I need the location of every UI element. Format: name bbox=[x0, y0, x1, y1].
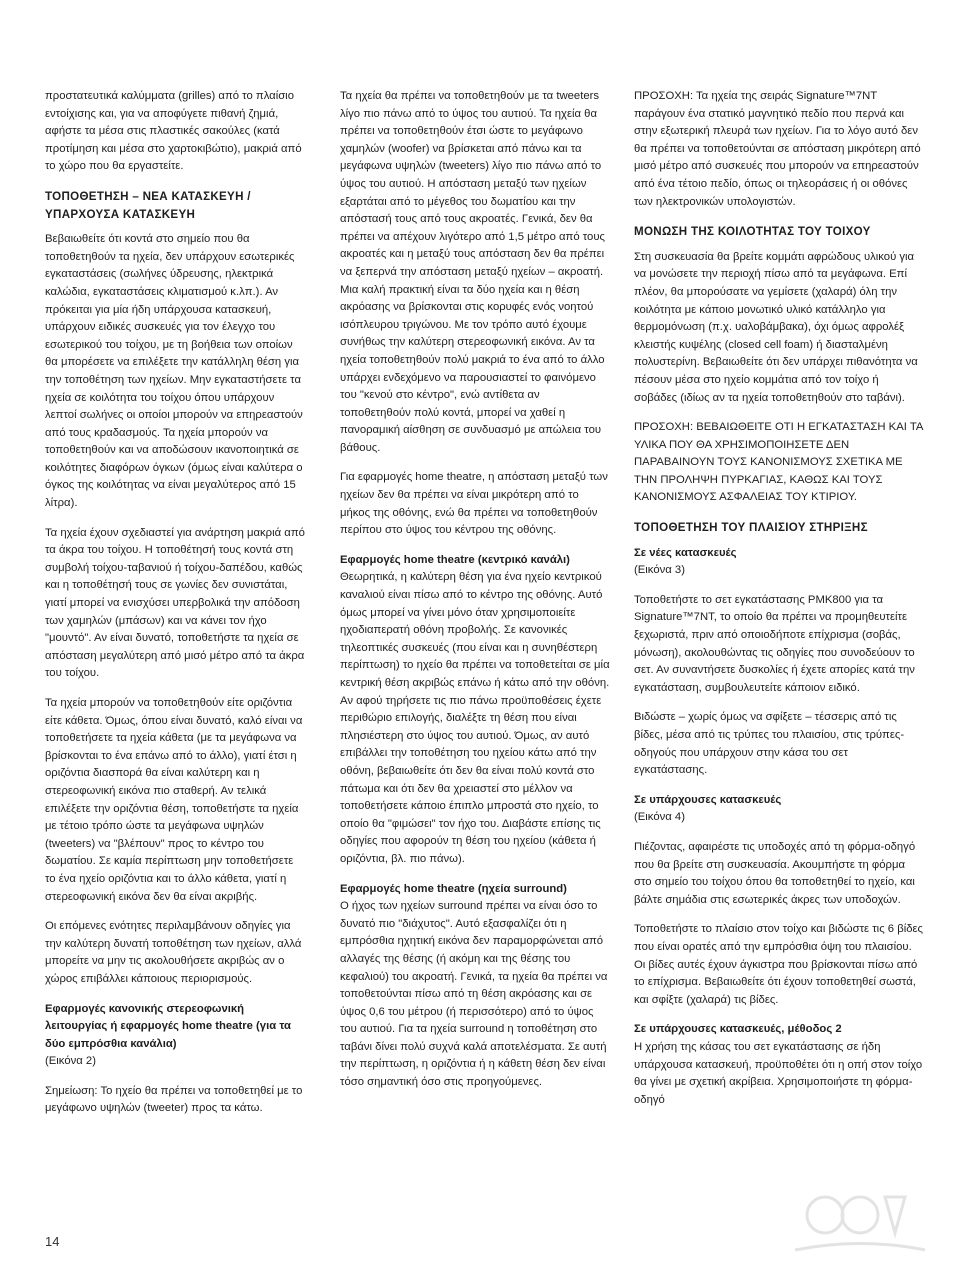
subheading-existing-method-2: Σε υπάρχουσες κατασκευές, μέθοδος 2 bbox=[634, 1023, 842, 1036]
figure-reference: (Εικόνα 3) bbox=[634, 564, 685, 577]
watermark-logo-icon bbox=[785, 1175, 935, 1265]
subheading-existing-construction: Σε υπάρχουσες κατασκευές bbox=[634, 793, 782, 806]
paragraph: Η χρήση της κάσας του σετ εγκατάστασης σε ήδη υπάρχουσα κατασκευή, προϋποθέτει ότι η οπή στον τοίχο θα γίνει με σχετική ακρίβεια. Χρησιμοποιήστε τη φόρμα-οδηγό bbox=[634, 1040, 923, 1106]
paragraph: Τα ηχεία μπορούν να τοποθετηθούν είτε οριζόντια είτε κάθετα. Όμως, όπου είναι δυνατό, καλό είναι να τοποθετήσετε τα ηχεία κάθετα (με τα μεγάφωνα να βρίσκονται το ένα επάνω από το άλλο), γιατί έτσι η οριζόντια διασπορά θα είναι καλύτερη και η στερεοφωνική εικόνα πιο σταθερή. Αν τελικά επιλέξετε την οριζόντια θέση, τοποθετήστε τα ηχεία με τέτοιο τρόπο ώστε τα μεγάφωνα υψηλών (tweeters) να "βλέπουν" προς το κέντρο του δωματίου. Σε καμία περίπτωση μην τοποθετήσετε το ένα ηχείο οριζόντια και το άλλο κάθετα, γιατί η στερεοφωνική εικόνα δεν θα είναι ακριβής. bbox=[45, 697, 303, 903]
paragraph: Στη συσκευασία θα βρείτε κομμάτι αφρώδους υλικού για να μονώσετε την περιοχή πίσω από τα μεγάφωνα. Επί πλέον, θα μπορούσατε να γεμίσετε (χαλαρά) όλη την κοιλότητα με κάποιο μονωτικό υλικό κατάλληλο για θερμομόνωση (π.χ. υαλοβάμβακα), όχι όμως αφρολέξ κλειστής κυψέλης (closed cell foam) ή διασταλμένη πολυστερίνη. Βεβαιωθείτε ότι δεν υπάρχει πιθανότητα να πέσουν μέσα στο ηχείο κομμάτια από τον τοίχο ή σοβάδες (ιδίως αν τα ηχεία τοποθετηθούν στο ταβάνι). bbox=[634, 250, 918, 404]
paragraph: Τα ηχεία έχουν σχεδιαστεί για ανάρτηση μακριά από τα άκρα του τοίχου. Η τοποθέτησή τους κοντά στη συμβολή τοίχου-ταβανιού ή τοίχου-δαπέδου, καθώς και η τοποθέτησή τους σε γωνίες δεν συνιστάται, γιατί μπορεί να ενισχύσει υπερβολικά την απόδοση των χαμηλών (μπάσων) και να κάνει τον ήχο "μουντό". Αν είναι δυνατό, τοποθετήστε τα ηχεία σε απόσταση μεγαλύτερη από μισό μέτρο από τα άκρα του τοίχου. bbox=[45, 526, 305, 680]
paragraph: Βεβαιωθείτε ότι κοντά στο σημείο που θα τοποθετηθούν τα ηχεία, δεν υπάρχουν εσωτερικές εγκαταστάσεις (σωλήνες ύδρευσης, ηλεκτρικά καλώδια, εγκαταστάσεις κλιματισμού κ.λπ.). Αν πρόκειται για μία ήδη υπάρχουσα κατασκευή, υπάρχουν ειδικές συσκευές για τον έλεγχο του εσωτερικού του τοίχου, με τη βοήθεια των οποίων θα μπορέσετε να επιλέξετε την κατάλληλη θέση για την τοποθέτηση των ηχείων. Μην εγκαταστήσετε τα ηχεία σε κοιλότητα του τοίχου όπου υπάρχουν λεπτοί σωλήνες οι οποίοι μπορούν να επηρεαστούν από τους κραδασμούς. Τα ηχεία μπορούν να τοποθετηθούν και να αποδώσουν ικανοποιητικά σε κοιλότητες διαφόρων όγκων (όμως είναι καλύτερα ο όγκος της κοιλότητας να είναι μεγαλύτερος από 15 λίτρα). bbox=[45, 233, 303, 510]
paragraph: Τα ηχεία θα πρέπει να τοποθετηθούν με τα tweeters λίγο πιο πάνω από το ύψος του αυτιού. Τα ηχεία θα πρέπει να τοποθετηθούν έτσι ώστε το μεγάφωνο χαμηλών (woofer) να βρίσκεται από πάνω και τα μεγάφωνα υψηλών (tweeters) λίγο πιο πάνω από το ύψος του αυτιού. Η απόσταση μεταξύ των ηχείων εξαρτάται από το μέγεθος του δωματίου και την απόστασή τους από τους ακροατές. Γενικά, δεν θα πρέπει να απέχουν λιγότερο από 1,5 μέτρο από τους ακροατές και η μεταξύ τους απόσταση δεν θα πρέπει να ξεπερνά την απόσταση μεταξύ ηχείων – ακροατή. Μια καλή πρακτική είναι τα δύο ηχεία και η θέση ακρόασης να βρίσκονται στις κορυφές ενός νοητού ισόπλευρου τριγώνου. Με τον τρόπο αυτό έχουμε συνήθως την καλύτερη στερεοφωνική εικόνα. Αν τα ηχεία τοποθετηθούν πολύ μακριά το ένα από το άλλο υπάρχει ενδεχόμενο να παρουσιαστεί το φαινόμενο του "κενού στο κέντρο", ενώ αντίθετα αν τοποθετηθούν πολύ κοντά, μπορεί να χαθεί η πανοραμική αίσθηση σε συνδυασμό με απώλεια του βάθους. bbox=[340, 90, 605, 454]
subheading-surround: Εφαρμογές home theatre (ηχεία surround) bbox=[340, 882, 567, 895]
paragraph: Οι επόμενες ενότητες περιλαμβάνουν οδηγίες για την καλύτερη δυνατή τοποθέτηση των ηχείων, αλλά μπορείτε να μην τις ακολουθήσετε ακριβώς αν ο χώρος επιβάλλει κάποιους περιορισμούς. bbox=[45, 920, 302, 985]
paragraph: Θεωρητικά, η καλύτερη θέση για ένα ηχείο κεντρικού καναλιού είναι πίσω από το κέντρο της οθόνης. Αυτό όμως μπορεί να γίνει μόνο όταν χρησιμοποιείτε ηχοδιαπερατή οθόνη προβολής. Σε κανονικές τηλεοπτικές συσκευές (που είναι και η συνηθέστερη περίπτωση) το ηχείο θα πρέπει να τοποθετείται σε μία κεντρική θέση ακριβώς επάνω ή κάτω από την οθόνη. Αν αφού τηρήσετε τις πιο πάνω προϋποθέσεις έχετε περιθώριο επιλογής, διαλέξτε τη θέση που είναι πλησιέστερη στο ύψος του αυτιού. Όμως, αν αυτό επιβάλλει την τοποθέτηση του ηχείου κάτω από την οθόνη, βεβαιωθείτε ότι δεν θα είναι πολύ κοντά στο πάτωμα και ότι δεν θα χρειαστεί στο μέλλον να τοποθετήσετε κάποιο έπιπλο μπροστά στο ηχείο, το οποίο θα "φιμώσει" τον ήχο του. Διαβάστε επίσης τις οδηγίες που αφορούν τη θέση του ηχείου (κάθετα ή οριζόντια, βλ. πιο πάνω). bbox=[340, 571, 610, 865]
paragraph: Βιδώστε – χωρίς όμως να σφίξετε – τέσσερις από τις βίδες, μέσα από τις τρύπες του πλαισίου, στις τρύπες-οδηγούς που υπάρχουν στην κάσα του σετ εγκατάστασης. bbox=[634, 711, 905, 777]
page-number: 14 bbox=[45, 1234, 60, 1249]
section-heading-insulation: ΜΟΝΩΣΗ ΤΗΣ ΚΟΙΛΟΤΗΤΑΣ ΤΟΥ ΤΟΙΧΟΥ bbox=[634, 225, 871, 239]
paragraph: Πιέζοντας, αφαιρέστε τις υποδοχές από τη φόρμα-οδηγό που θα βρείτε στη συσκευασία. Ακουμπήστε τη φόρμα στο σημείο του τοίχου όπου θα τοποθετηθεί το ηχείο, και βάλτε σημάδια στις εσωτερικές άκρες των υποδοχών. bbox=[634, 840, 916, 906]
subheading-center-channel: Εφαρμογές home theatre (κεντρικό κανάλι) bbox=[340, 553, 570, 566]
paragraph-warning: ΠΡΟΣΟΧΗ: Τα ηχεία της σειράς Signature™7NT παράγουν ένα στατικό μαγνητικό πεδίο που περνά και στην εξωτερική πλευρά των ηχείων. Για το λόγο αυτό δεν θα πρέπει να τοποθετούνται σε απόσταση μικρότερη από μισό μέτρο από συσκευές που μπορούν να επηρεαστούν από ένα τέτοιο πεδίο, όπως οι τηλεοράσεις ή οι οθόνες των ηλεκτρονικών υπολογιστών. bbox=[634, 90, 921, 208]
subheading-stereo: Εφαρμογές κανονικής στερεοφωνική λειτουργίας ή εφαρμογές home theatre (για τα δύο εμπρόσθια κανάλια) bbox=[45, 1002, 291, 1050]
subheading-new-construction: Σε νέες κατασκευές bbox=[634, 546, 737, 559]
paragraph: Τοποθετήστε το πλαίσιο στον τοίχο και βιδώστε τις 6 βίδες που είναι ορατές από την εμπρόσθια όψη του πλαισίου. Οι βίδες αυτές έχουν άγκιστρα που βρίσκονται πίσω από το επίχρισμα. Βεβαιωθείτε ότι έχουν τοποθετηθεί σωστά, και σφίξτε (χαλαρά) τις βίδες. bbox=[634, 923, 923, 1006]
figure-reference: (Εικόνα 4) bbox=[634, 811, 685, 824]
paragraph: Ο ήχος των ηχείων surround πρέπει να είναι όσο το δυνατό πιο "διάχυτος". Αυτό εξασφαλίζει ότι η εμπρόσθια ηχητική εικόνα δεν παραμορφώνεται από αλλαγές της θέσης (ή ακόμη και της θέσης του κεφαλιού) του ακροατή. Γενικά, τα ηχεία θα πρέπει να τοποθετούνται πίσω από τη θέση ακρόασης και σε ύψος 0,6 του μέτρου (ή περισσότερο) από το ύψος του αυτιού. Για τα ηχεία surround η τοποθέτηση στο ταβάνι δίνει πολύ συχνά καλά αποτελέσματα. Σε αυτή την περίπτωση, η οριζόντια ή η κάθετη θέση δεν είναι τόσο σημαντική όσο στις προηγούμενες. bbox=[340, 900, 608, 1089]
section-heading-construction: ΤΟΠΟΘΕΤΗΣΗ – ΝΕΑ ΚΑΤΑΣΚΕΥΗ / ΥΠΑΡΧΟΥΣΑ ΚΑΤΑΣΚΕΥΗ bbox=[45, 189, 251, 221]
column-middle bbox=[340, 88, 610, 1104]
figure-reference: (Εικόνα 2) bbox=[45, 1055, 96, 1068]
column-right bbox=[634, 88, 924, 1121]
paragraph-warning: ΠΡΟΣΟΧΗ: ΒΕΒΑΙΩΘΕΙΤΕ ΟΤΙ Η ΕΓΚΑΤΑΣΤΑΣΗ ΚΑΙ ΤΑ ΥΛΙΚΑ ΠΟΥ ΘΑ ΧΡΗΣΙΜΟΠΟΙΗΣΕΤΕ ΔΕΝ ΠΑΡΑΒΑΙΝΟΥΝ ΤΟΥΣ ΚΑΝΟΝΙΣΜΟΥΣ ΣΧΕΤΙΚΑ ΜΕ ΤΗΝ ΠΡΟΛΗΨΗ ΠΥΡΚΑΓΙΑΣ, ΚΑΘΩΣ ΚΑΙ ΤΟΥΣ ΚΑΝΟΝΙΣΜΟΥΣ ΑΣΦΑΛΕΙΑΣ ΤΟΥ ΚΤΙΡΙΟΥ. bbox=[634, 421, 923, 504]
paragraph: Για εφαρμογές home theatre, η απόσταση μεταξύ των ηχείων δεν θα πρέπει να είναι μικρότερη από το μήκος της οθόνης, ενώ θα πρέπει να τοποθετηθούν περίπου στο ύψος του κέντρου της οθόνης. bbox=[340, 471, 608, 537]
paragraph-note: Σημείωση: Το ηχείο θα πρέπει να τοποθετηθεί με το μεγάφωνο υψηλών (tweeter) προς τα κάτω. bbox=[45, 1084, 303, 1115]
section-heading-frame: ΤΟΠΟΘΕΤΗΣΗ ΤΟΥ ΠΛΑΙΣΙΟΥ ΣΤΗΡΙΞΗΣ bbox=[634, 521, 868, 535]
column-left bbox=[45, 88, 307, 1130]
paragraph: Τοποθετήστε το σετ εγκατάστασης PMK800 για τα Signature™7NT, το οποίο θα πρέπει να προμηθευτείτε ξεχωριστά, πριν από οποιοδήποτε επίχρισμα (σοβάς, μόνωση), ακολουθώντας τις οδηγίες που συνοδεύουν το σετ. Αν συναντήσετε δυσκολίες ή έχετε απορίες κατά την εγκατάσταση, συμβουλευτείτε κάποιον ειδικό. bbox=[634, 593, 915, 694]
paragraph: προστατευτικά καλύμματα (grilles) από το πλαίσιο εντοίχισης και, για να αποφύγετε πιθανή ζημιά, αφήστε τα μέσα στις πλαστικές σακούλες (κατά προτίμηση και μέσα στο χαρτοκιβώτιο), μακριά από το χώρο που θα εργαστείτε. bbox=[45, 90, 302, 173]
